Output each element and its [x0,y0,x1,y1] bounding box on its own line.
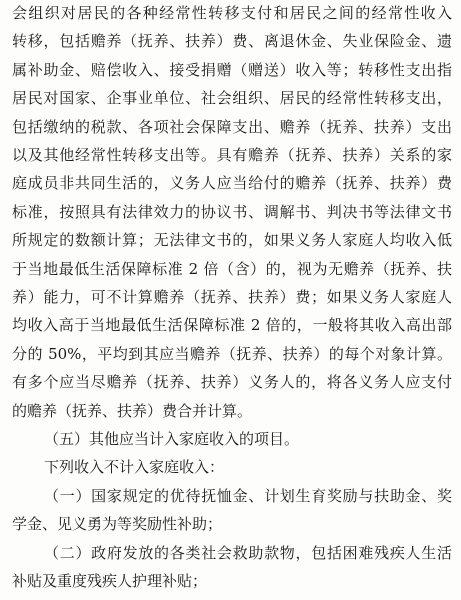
text-line-9: 所规定的数额计算；无法律文书的，如果义务人家庭人均收入低 [12,231,452,249]
text-line-14: 有多个应当尽赡养（抚养、扶养）义务人的，将各义务人应支付 [12,373,452,391]
text-line-12: 均收入高于当地最低生活保障标准 2 倍的，一般将其收入高出部 [12,316,452,334]
text-line-3: 属补助金、赔偿收入、接受捐赠（赠送）收入等；转移性支出指 [12,61,452,79]
text-line-6: 以及其他经常性转移支出等。具有赡养（抚养、扶养）关系的家 [12,146,452,164]
text-line-10: 于当地最低生活保障标准 2 倍（含）的，视为无赡养（抚养、扶 [12,260,452,278]
text-line-11: 养）能力，可不计算赡养（抚养、扶养）费；如果义务人家庭人 [12,288,452,306]
section-heading-5: （五）其他应当计入家庭收入的项目。 [44,430,300,448]
text-line-8: 标准，按照具有法律效力的协议书、调解书、判决书等法律文书 [12,203,452,221]
excluded-item-2-line-1: （二）政府发放的各类社会救助款物，包括困难残疾人生活 [44,544,452,562]
excluded-item-2-line-2: 补贴及重度残疾人护理补贴； [12,572,208,590]
text-line-13: 分的 50%，平均到其应当赡养（抚养、扶养）的每个对象计算。 [12,345,452,363]
text-line-5: 包括缴纳的税款、各项社会保障支出、赡养（抚养、扶养）支出 [12,118,452,136]
excluded-item-1-line-2: 学金、见义勇为等奖励性补助； [12,515,223,533]
excluded-income-intro: 下列收入不计入家庭收入： [44,458,225,476]
text-line-15: 的赡养（抚养、扶养）费合并计算。 [12,402,253,420]
text-line-4: 居民对国家、企事业单位、社会组织、居民的经常性转移支出， [12,89,452,107]
text-line-7: 庭成员非共同生活的，义务人应当给付的赡养（抚养、扶养）费 [12,174,452,192]
excluded-item-1-line-1: （一）国家规定的优待抚恤金、计划生育奖励与扶助金、奖 [44,487,452,505]
text-line-1: 会组织对居民的各种经常性转移支付和居民之间的经常性收入 [12,4,452,22]
text-line-2: 转移，包括赡养（抚养、扶养）费、离退休金、失业保险金、遗 [12,32,452,50]
